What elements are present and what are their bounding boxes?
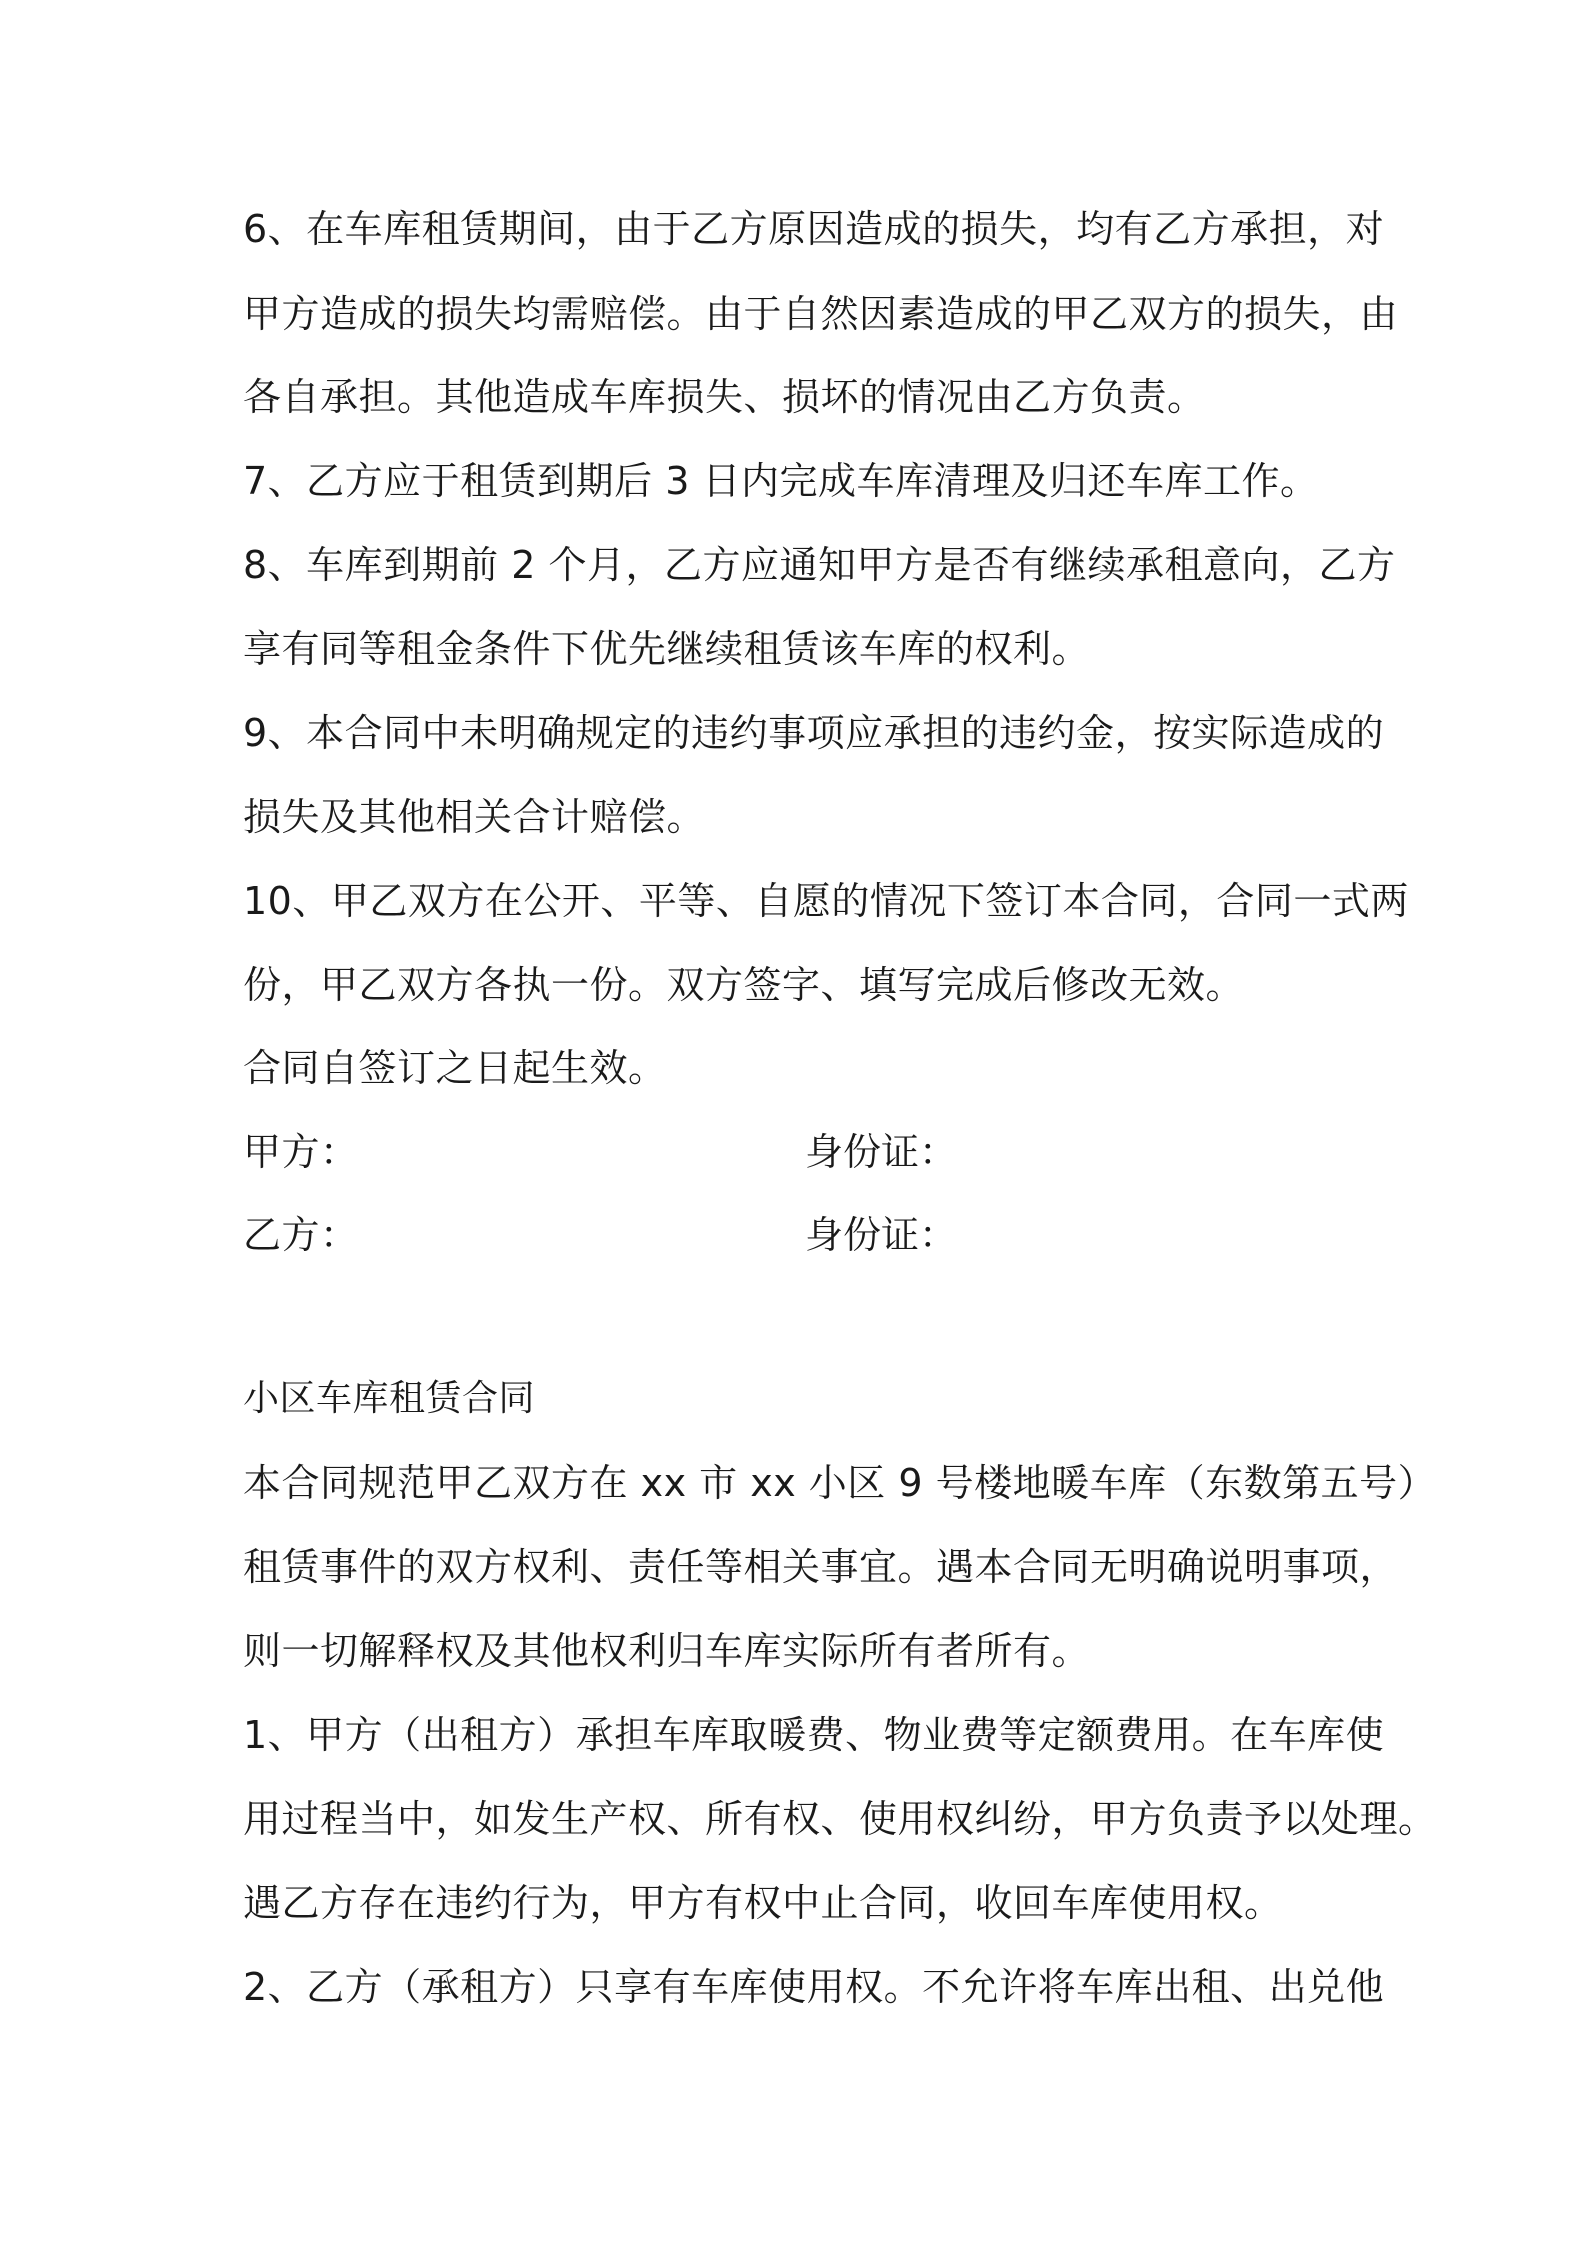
paragraph-line: 合同自签订之日起生效。 (243, 1046, 667, 1090)
paragraph-line: 享有同等租金条件下优先继续租赁该车库的权利。 (243, 627, 1091, 671)
signature-party-b: 乙方： (243, 1213, 359, 1257)
paragraph-line: 本合同规范甲乙双方在 xx 市 xx 小区 9 号楼地暖车库（东数第五号） (243, 1461, 1437, 1505)
paragraph-line: 用过程当中，如发生产权、所有权、使用权纠纷，甲方负责予以处理。 (243, 1797, 1437, 1841)
paragraph-line: 租赁事件的双方权利、责任等相关事宜。遇本合同无明确说明事项， (243, 1545, 1399, 1589)
paragraph-line: 1、甲方（出租方）承担车库取暖费、物业费等定额费用。在车库使 (243, 1713, 1385, 1757)
paragraph-line: 7、乙方应于租赁到期后 3 日内完成车库清理及归还车库工作。 (243, 459, 1319, 503)
paragraph-line: 则一切解释权及其他权利归车库实际所有者所有。 (243, 1629, 1091, 1673)
paragraph-line: 各自承担。其他造成车库损失、损坏的情况由乙方负责。 (243, 375, 1206, 419)
paragraph-line: 遇乙方存在违约行为，甲方有权中止合同，收回车库使用权。 (243, 1881, 1283, 1925)
signature-id-a: 身份证： (805, 1130, 958, 1174)
section-title: 小区车库租赁合同 (243, 1378, 536, 1419)
paragraph-line: 2、乙方（承租方）只享有车库使用权。不允许将车库出租、出兑他 (243, 1965, 1385, 2009)
paragraph-line: 10、甲乙双方在公开、平等、自愿的情况下签订本合同，合同一式两 (243, 879, 1409, 923)
paragraph-line: 甲方造成的损失均需赔偿。由于自然因素造成的甲乙双方的损失，由 (243, 292, 1399, 336)
paragraph-line: 9、本合同中未明确规定的违约事项应承担的违约金，按实际造成的 (243, 711, 1385, 755)
paragraph-line: 损失及其他相关合计赔偿。 (243, 795, 706, 839)
paragraph-line: 份，甲乙双方各执一份。双方签字、填写完成后修改无效。 (243, 963, 1245, 1007)
paragraph-line: 8、车库到期前 2 个月，乙方应通知甲方是否有继续承租意向，乙方 (243, 543, 1396, 587)
signature-id-b: 身份证： (805, 1213, 958, 1257)
paragraph-line: 6、在车库租赁期间，由于乙方原因造成的损失，均有乙方承担，对 (243, 207, 1385, 251)
signature-party-a: 甲方： (243, 1130, 359, 1174)
